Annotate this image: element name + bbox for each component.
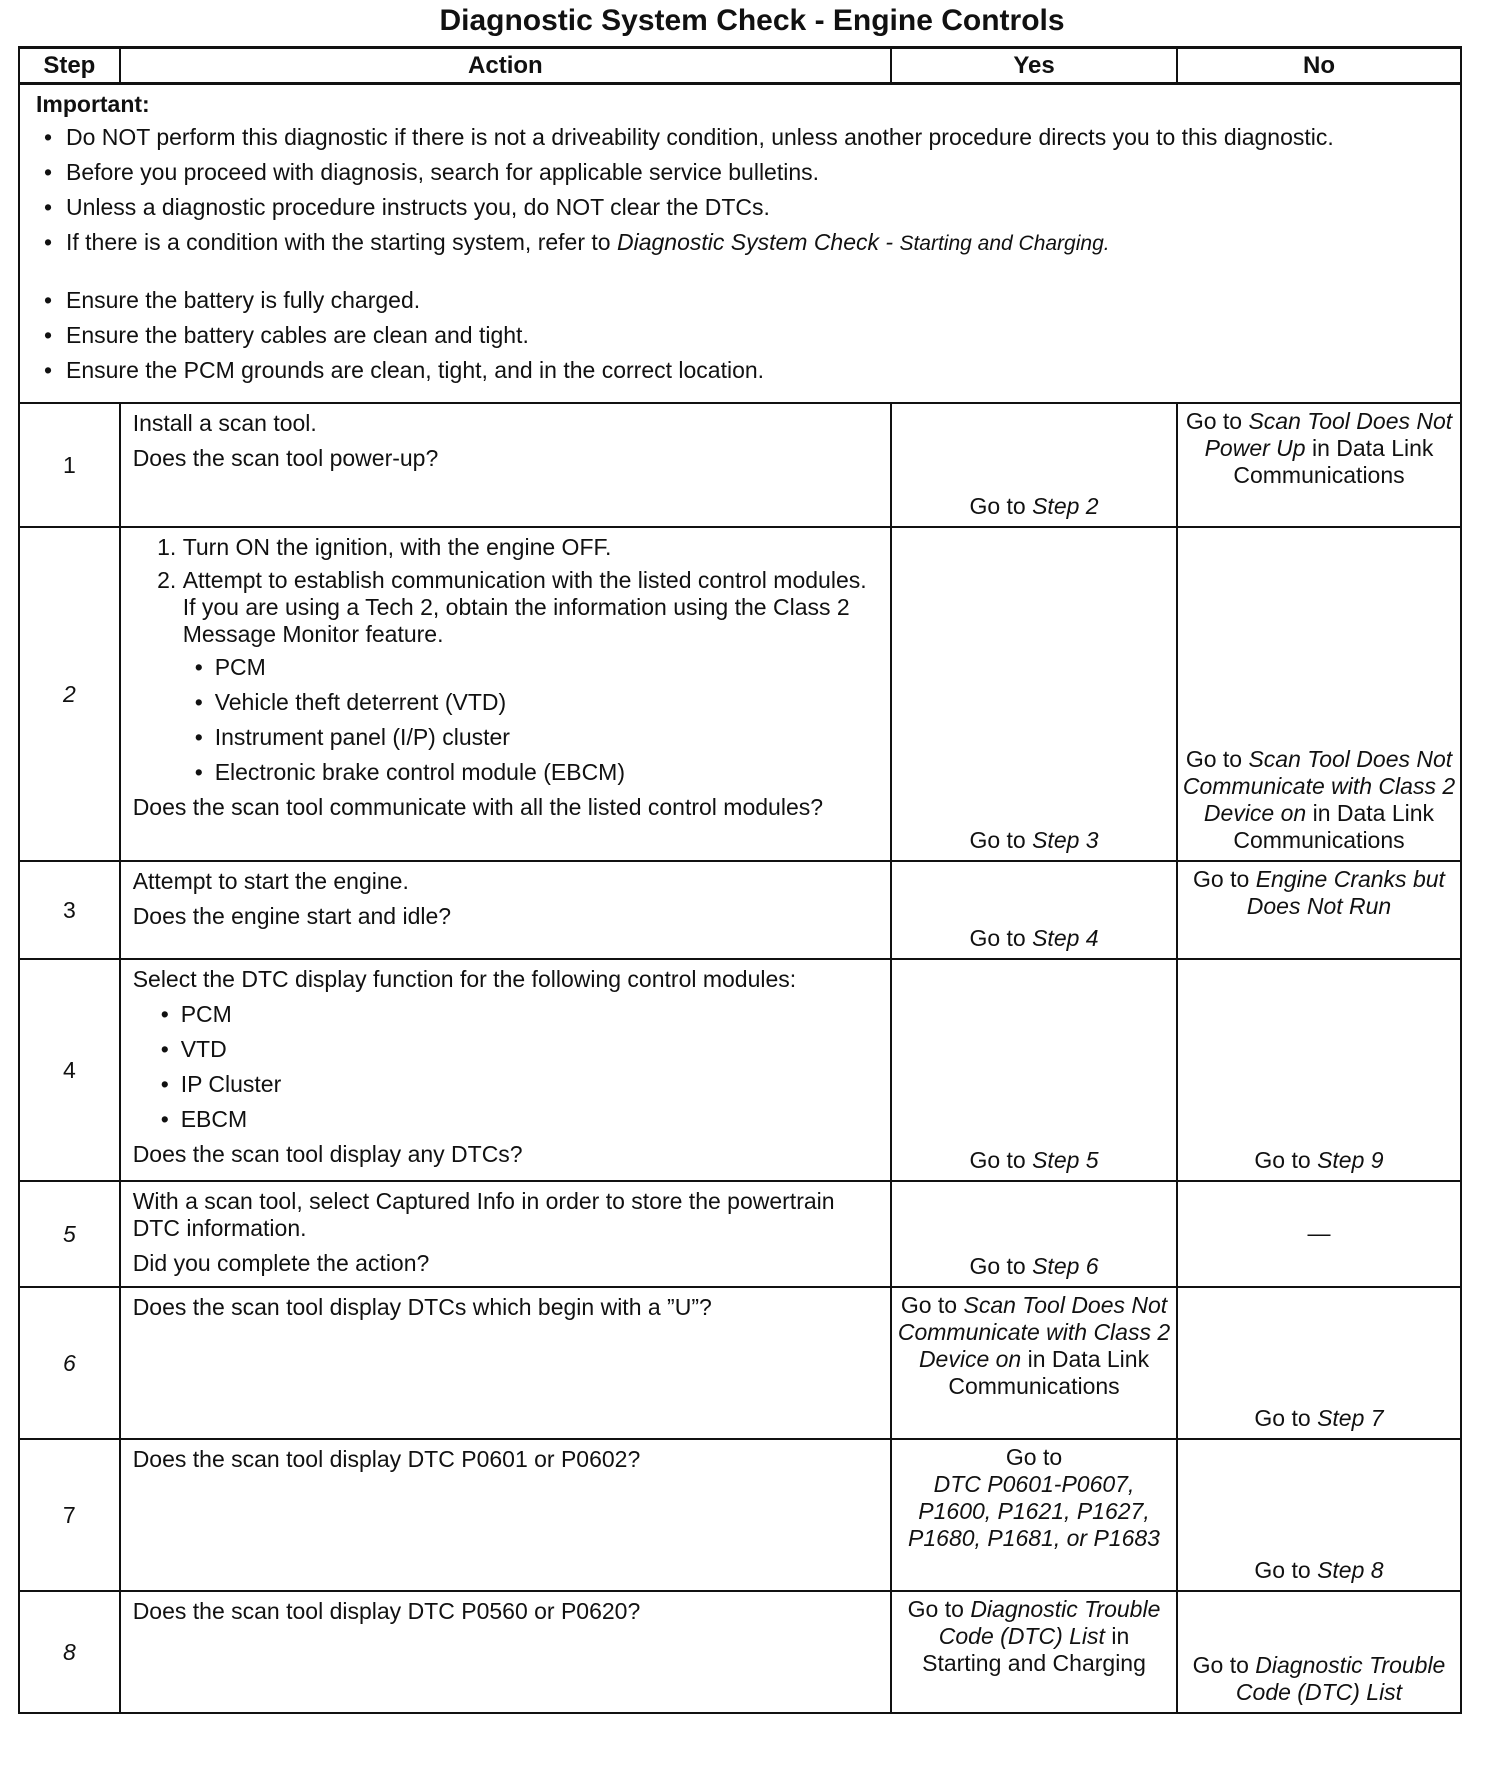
action-question: Does the scan tool display DTCs which begin with a ”U”? [132, 1294, 712, 1320]
step-number [19, 959, 120, 1181]
action-question: Did you complete the action? [132, 1250, 430, 1276]
important-item: • Ensure the battery cables are clean and tight. [66, 322, 1450, 349]
step-number-text: 7 [62, 1501, 76, 1528]
no-text: Go to [1254, 1405, 1318, 1431]
no-result [1177, 1439, 1461, 1591]
step-action [120, 403, 891, 527]
no-result [1177, 1591, 1461, 1713]
action-question: Does the scan tool display DTC P0601 or P0602? [132, 1446, 641, 1472]
yes-result [891, 527, 1177, 861]
step-number [19, 527, 120, 861]
yes-text: Go to [900, 1292, 964, 1318]
important-item: • Before you proceed with diagnosis, search for applicable service bulletins. [66, 159, 1450, 186]
yes-text: Go to [969, 827, 1033, 853]
step-action [120, 1287, 891, 1439]
action-text: Install a scan tool. [132, 410, 317, 436]
important-item: • Unless a diagnostic procedure instructs you, do NOT clear the DTCs. [66, 194, 1450, 221]
important-item: • Do NOT perform this diagnostic if there is not a driveability condition, unless another procedure directs you to this diagnostic. [66, 124, 1450, 151]
no-text: Go to [1254, 1557, 1318, 1583]
important-item: • Ensure the PCM grounds are clean, tight, and in the correct location. [66, 357, 1450, 384]
important-item-text: If there is a condition with the starting system, refer to [66, 229, 617, 255]
step-action [120, 861, 891, 959]
no-result: — [1177, 1181, 1461, 1287]
action-text: Select the DTC display function for the following control modules: [132, 966, 797, 992]
step-row-3 [19, 861, 1461, 959]
header-no: No [1177, 48, 1461, 84]
no-result [1177, 861, 1461, 959]
header-step: Step [19, 48, 120, 84]
yes-link[interactable]: Step 6 [1032, 1253, 1099, 1279]
numbered-step-text: Attempt to establish communication with the listed control modules. If you are using a Tech 2, obtain the information using the Class 2 Message Monitor feature. [182, 567, 867, 647]
module-item: • Instrument panel (I/P) cluster [215, 724, 882, 751]
numbered-step: 1. Turn ON the ignition, with the engine OFF. [183, 534, 882, 561]
yes-result [891, 1439, 1177, 1591]
yes-result [891, 959, 1177, 1181]
no-link[interactable]: Step 8 [1317, 1557, 1384, 1583]
step-number-text: 1 [62, 451, 76, 478]
diagnostic-table [18, 46, 1462, 1714]
yes-text: Go to [969, 925, 1033, 951]
yes-link[interactable]: Step 5 [1032, 1147, 1099, 1173]
yes-result [891, 403, 1177, 527]
action-question: Does the engine start and idle? [132, 903, 452, 929]
document-title: Diagnostic System Check - Engine Controls [439, 4, 1065, 37]
yes-text: Go to [1005, 1444, 1063, 1470]
yes-link[interactable]: Step 4 [1032, 925, 1099, 951]
module-item: • Electronic brake control module (EBCM) [215, 759, 882, 786]
yes-result [891, 1181, 1177, 1287]
yes-result [891, 861, 1177, 959]
step-row-5 [19, 1181, 1461, 1287]
module-list [133, 1001, 882, 1133]
no-link[interactable]: Engine Cranks but Does Not Run [1246, 866, 1445, 919]
no-text: Go to [1254, 1147, 1318, 1173]
yes-text: Go to [969, 1147, 1033, 1173]
step-number [19, 861, 120, 959]
yes-link[interactable]: Step 3 [1032, 827, 1099, 853]
header-row [19, 48, 1461, 84]
step-number [19, 1439, 120, 1591]
step-row-8 [19, 1591, 1461, 1713]
important-notes [19, 84, 1461, 404]
header-yes: Yes [891, 48, 1177, 84]
yes-link[interactable]: DTC P0601-P0607, P1600, P1621, P1627, P1680, P1681, or P1683 [908, 1471, 1160, 1551]
no-link[interactable]: Scan Tool Does Not Communicate with Class 2 Device on [1182, 746, 1456, 826]
yes-text: Go to [907, 1596, 971, 1622]
yes-tail-text: in Data Link Communications [948, 1346, 1150, 1399]
no-link[interactable]: Step 9 [1317, 1147, 1384, 1173]
step-action [120, 1181, 891, 1287]
action-text: With a scan tool, select Captured Info in order to store the powertrain DTC information. [132, 1188, 835, 1241]
step-number [19, 403, 120, 527]
no-text: Go to [1185, 746, 1249, 772]
important-label: Important: [36, 91, 150, 117]
yes-tail-text: in Starting and Charging [922, 1623, 1146, 1676]
no-text: Go to [1185, 408, 1249, 434]
step-number [19, 1591, 120, 1713]
no-tail-text: in Data Link Communications [1233, 800, 1435, 853]
step-row-2 [19, 527, 1461, 861]
reference-link: Starting and Charging. [899, 232, 1110, 255]
important-item [66, 229, 1450, 257]
step-number [19, 1181, 120, 1287]
action-question: Does the scan tool display DTC P0560 or P0620? [132, 1598, 641, 1624]
module-list [183, 654, 882, 786]
step-number-text: 6 [62, 1349, 76, 1376]
yes-link[interactable]: Step 2 [1032, 493, 1099, 519]
step-row-1 [19, 403, 1461, 527]
no-link[interactable]: Step 7 [1317, 1405, 1384, 1431]
step-row-4 [19, 959, 1461, 1181]
step-action [120, 1591, 891, 1713]
no-text: Go to [1193, 866, 1256, 892]
step-row-7 [19, 1439, 1461, 1591]
module-item: • EBCM [181, 1106, 882, 1133]
numbered-steps [133, 534, 882, 786]
no-result [1177, 403, 1461, 527]
step-action [120, 527, 891, 861]
step-row-6 [19, 1287, 1461, 1439]
no-tail-text: in Data Link Communications [1233, 435, 1434, 488]
step-action [120, 959, 891, 1181]
step-number-text: 8 [62, 1638, 76, 1665]
step-number [19, 1287, 120, 1439]
reference-link: Diagnostic System Check - [616, 229, 900, 255]
step-number-text: 3 [62, 896, 76, 923]
module-item: • VTD [181, 1036, 882, 1063]
no-link[interactable]: Diagnostic Trouble Code (DTC) List [1235, 1652, 1446, 1705]
header-action: Action [120, 48, 891, 84]
yes-text: Go to [969, 1253, 1033, 1279]
module-item: • PCM [181, 1001, 882, 1028]
step-action [120, 1439, 891, 1591]
important-item: • Ensure the battery is fully charged. [66, 287, 1450, 314]
no-result [1177, 1287, 1461, 1439]
no-text: Go to [1192, 1652, 1256, 1678]
action-question: Does the scan tool power-up? [132, 445, 439, 471]
numbered-step [183, 567, 882, 786]
step-number-text: 5 [62, 1220, 76, 1247]
step-number-text: 4 [62, 1056, 76, 1083]
yes-result [891, 1287, 1177, 1439]
no-result [1177, 527, 1461, 861]
no-link[interactable]: Scan Tool Does Not Power Up [1204, 408, 1453, 461]
important-list [36, 124, 1450, 384]
action-question: Does the scan tool display any DTCs? [132, 1141, 523, 1167]
yes-link[interactable]: Diagnostic Trouble Code (DTC) List [938, 1596, 1161, 1649]
module-item: • PCM [215, 654, 882, 681]
important-row [19, 84, 1461, 404]
yes-text: Go to [969, 493, 1033, 519]
yes-link[interactable]: Scan Tool Does Not Communicate with Class 2 Device on [897, 1292, 1171, 1372]
action-question: Does the scan tool communicate with all the listed control modules? [132, 794, 824, 820]
module-item: • IP Cluster [181, 1071, 882, 1098]
no-result [1177, 959, 1461, 1181]
yes-result [891, 1591, 1177, 1713]
action-text: Attempt to start the engine. [132, 868, 409, 894]
module-item: • Vehicle theft deterrent (VTD) [215, 689, 882, 716]
step-number-text: 2 [62, 680, 76, 707]
